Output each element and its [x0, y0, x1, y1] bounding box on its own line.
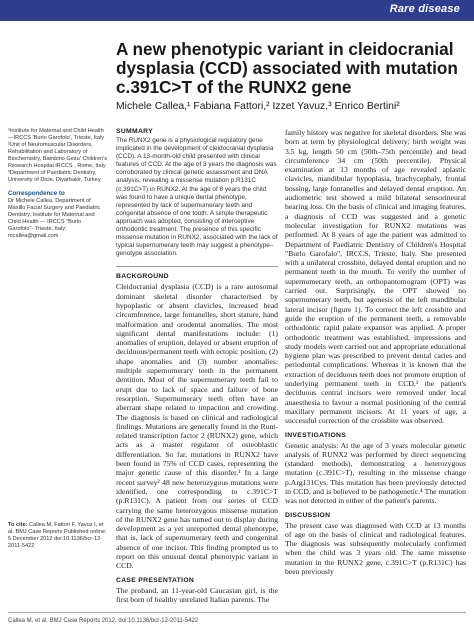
category-label: Rare disease: [389, 3, 460, 15]
background-heading: BACKGROUND: [116, 273, 169, 281]
affiliation-1: ¹Institute for Maternal and Child Health—IRCCS 'Burlo Garofolo', Trieste, Italy: [8, 128, 105, 141]
correspondence-address: Dr Michele Callea, Department of Maxillo Facial Surgery and Paediatric Dentistry, Institute for Maternal and Child Health — IRCCS "Burlo Garofolo"- Trieste, Italy; mcallea@gmail.com: [8, 198, 101, 239]
left-column: [116, 128, 278, 604]
affiliation-3: ³Department of Paediatric Dentistry, University of Dicle, Diyarbakir, Turkey: [8, 170, 101, 183]
citation-box: [8, 522, 108, 550]
right-column: [285, 128, 466, 576]
discussion-heading: DISCUSSION: [285, 511, 331, 519]
affiliation-2: ²Unit of Neuromuscular Disorders, Rehabilitation and Laboratory of Biochemistry, Bambino Gesu' Children's Research Hospital IRCCS , Rome, Italy: [8, 142, 108, 169]
case-presentation-text: The proband, an 11-year-old Caucasian girl, is the first born of healthy unrelated Italian parents. The: [116, 585, 278, 604]
cite-lead: To cite:: [8, 522, 28, 528]
correspondence-heading: Correspondence to: [8, 190, 65, 197]
cite-text: Callea M, Fattori F, Yavuz I, et al. BMJ Case Reports Published online: 5 December 2012 doi:10.1136/bcr-12-2011-5422: [8, 522, 107, 549]
footer-rule: [8, 612, 466, 613]
investigations-text: Genetic analysis: At the age of 3 years molecular genetic analysis of RUNX2 was performed by direct sequencing (standard methods), demonstrating a heterozygous mutation (c.391C>T), resulting in the missense change p.Arg131Cys. This mutation has been previously detected in CCD, and is believed to be pathogenetic.⁴ The mutation was not detected in either of the patient's parents.: [285, 440, 466, 506]
footer-citation: Callea M, et al. BMJ Case Reports 2012. doi:10.1136/bcr-12-2011-5422: [8, 618, 199, 624]
affiliations-sidebar: [8, 128, 108, 240]
investigations-heading: INVESTIGATIONS: [285, 431, 347, 439]
discussion-text: The present case was diagnosed with CCD at 13 months of age on the basis of clinical and radiological features. The diagnosis was subsequently molecularly confirmed when the child was 3 years old. The same missense mutation in the RUNX2 gene, c.391C>T (p.R131C) has been previously: [285, 520, 466, 577]
background-text: Cleidocranial dysplasia (CCD) is a rare autosomal dominant skeletal disorder characterised by hypoplastic or absent clavicles, increased head circumference, large fontanelles, short stature, hand malformation and orodental anomalies. The most significant dental manifestations include: (1) anomalies of eruption, delayed or absent eruption of deciduous/permanent teeth with ectopic position, (2) shape anomalies and (3) number anomalies: multiple supernumerary teeth in the permanent dentition. Most of the supernumerary teeth fail to erupt due to lack of space and failure of bone resorption. Supernumerary teeth often have an aberrant shape related to impaction and crowding. The diagnosis is based on clinical and radiological findings. Mutations are generally found in the Runt-related transcription factor 2 (RUNX2) gene, which acts as a master regulator of osteoblastic differentiation. So far, mutations in RUNX2 have been found in 75% of CCD cases, representing the major genetic cause of this disorder.¹ In a large recent survey² 48 new heterozygous mutations were identified, one corresponding to c.391C>T (p.R131C). A patient from our series of CCD carrying the same heterozygous missense mutation of the RUNX2 gene has turned out to display during development as a yet unreported dental phenotype, that is, lack of supernumerary teeth and congenital absence of one incisor. This finding prompted us to report on this unusual dental phenotypic variant in CCD.: [116, 282, 278, 571]
category-banner: [0, 0, 474, 21]
case-presentation-continued: family history was negative for skeletal disorders. She was born at term by physiological delivery; birth weight was 3.5 kg, length 50 cm (50th–75th percentile) and head circumference 34 cm (50th percentile). Physical examination at 13 months of age revealed aplastic clavicles, mandibular hypoplasia, brachycephaly, frontal bossing, large fontanelles and delayed dental eruption. An audiometric test showed a mild bilateral sensorineural hearing loss. On the basis of clinical and imaging features, a diagnosis of CCD was suggested and a genetic molecular investigation for RUNX2 mutations was performed. At 8 years of age the patient was admitted to Department of Paediatric Dentistry of Children's Hospital "Burlo Garofalo", IRCCS, Trieste, Italy. She presented with a unilateral crossbite, delayed dental eruption and no permanent teeth in the mouth. To verify the number of supernumerary teeth, an orthopantomogram (OPT) was carried out. Surprisingly, the OPT showed no supernumerary teeth, but agenesis of the left mandibular lateral incisor (figure 1). To correct the left crossbite and guide the eruption of the permanent teeth, a removable orthodontic rapid palate expansor was applied. A proper orthodontic treatment was established, impressions and study models were carried out and appropriate educational hygiene plan was prescribed to prevent dental caries and periodontal complications. Whereas it is known that the extraction of deciduous teeth does not promote eruption of underlying permanent teeth in CCD,³ the patient's deciduous central incisors were removed under local anaesthesia to favour a normal positioning of the central maxillary permanent incisors. At 11 years of age, a successful correction of the crossbite was observed.: [285, 128, 466, 426]
summary-divider: [116, 266, 278, 267]
summary-text: The RUNX2 gene is a physiological regulatory gene implicated in the development of cleidocranial dysplasia (CCD). A 13-month-old child presented with clinical features of CCD. At the age of 3 years the diagnosis was corroborated by clinical genetic assessment and DNA analysis, revealing a missense mutation p.R131C (c.391C>T) in RUNX2. At the age of 8 years the child was found to have a unique dental phenotype, represented by lack of supernumerary teeth and congenital absence of one tooth. A simple therapeutic approach was adopted, consisting of interceptive orthodontic treatment. The presence of this specific missense mutation in RUNX2, associated with the lack of typical supernumerary teeth may suggest a phenotype–genotype association.: [116, 137, 278, 258]
author-list: Michele Callea,¹ Fabiana Fattori,² Izzet Yavuz,³ Enrico Bertini²: [116, 101, 400, 112]
summary-heading: SUMMARY: [116, 128, 153, 135]
case-presentation-heading: CASE PRESENTATION: [116, 576, 195, 584]
article-title: A new phenotypic variant in cleidocranial dysplasia (CCD) associated with mutation c.391C>T of the RUNX2 gene: [116, 39, 458, 97]
